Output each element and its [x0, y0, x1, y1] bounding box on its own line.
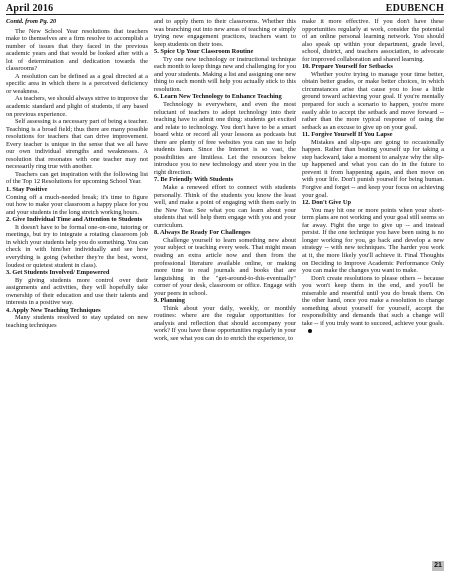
page-header — [6, 2, 444, 14]
paragraph: Coming off a much-needed break; it's time to figure out how to make your classroom a happy place for you and your students in the long stretch working hours. — [6, 193, 148, 216]
continued-note: Contd. from Pg. 20 — [6, 18, 57, 25]
section-heading: 11. Forgive Yourself If You Lapse — [302, 131, 393, 139]
paragraph-text: Don't create resolutions to please others -- because you won't keep them in the end, and you'll be miserable and resentful until you do break them. On the other hand, once you make a resolution to change something about yourself for yourself, accept the responsibility and demands that such a change will take -- if you truly want to succeed, achieve your goals. — [302, 274, 444, 327]
column-1 — [6, 18, 148, 560]
section-heading: 6. Learn New Technology to Enhance Teaching — [154, 93, 282, 101]
section-heading: 10. Prepare Yourself for Setbacks — [302, 63, 393, 71]
section-heading: 8. Always Be Ready For Challenges — [154, 229, 251, 237]
section-heading: 2. Give Individual Time and Attention to Students — [6, 216, 143, 224]
paragraph: Try one new technology or instructional technique each month to keep things new and challenging for you and your students. Making a list and assigning one new thing to each month will help you actually stick to this resolution. — [154, 55, 296, 93]
section-heading: 5. Spice Up Your Classroom Routine — [154, 48, 254, 56]
paragraph: Mistakes and slip-ups are going to occasionally happen. Rather than beating yourself up for taking a step backward, take a moment to analyze why the slip-up happened and what you can do in the future to prevent it from happening again, and then move on with your life. Don't punish yourself for being human. Forgive and forget -- and keep your focus on achieving your goal. — [302, 138, 444, 199]
paragraph: Teachers can get inspiration with the following list of the Top 12 Resolutions for upcoming School Year. — [6, 170, 148, 186]
publication-name: EDUBENCH — [385, 2, 444, 14]
section-heading: 12. Don't Give Up — [302, 199, 351, 207]
section-heading: 3. Get Students Involved/ Empowered — [6, 269, 110, 277]
paragraph: It doesn't have to be formal one-on-one, tutoring or meetings, but try to integrate a rotating classroom job in which your students help you do something. You can check in with him/her individually and see how everything is going (whether they're the best, worst, loudest or quietest student in class). — [6, 223, 148, 269]
section-heading: 1. Stay Positive — [6, 186, 48, 194]
paragraph: Think about your daily, weekly, or monthly routines: where are the regular opportunities for analysis and reflection that should accompany your work? If you have these opportunities regularly in your work, see what you can do to enrich the experience, to — [154, 304, 296, 342]
paragraph: and to apply them to their classrooms. Whether this was branching out into new areas of teaching or simply trying new engagement practices, teachers want to keep students on their toes. — [154, 18, 296, 48]
paragraph: You may hit one or more points when your short-term plans are not working and your goal still seems so far away. Fight the urge to give up -- and instead persist. If the one technique you have been using is no longer working for you, go back and develop a new strategy -- with new techniques. The harder you work at it, the more likely you'll achieve it. Final Thoughts on Deciding to Improve Academic Performance Only you can make the changes you want to make. — [302, 206, 444, 275]
paragraph: Challenge yourself to learn something new about your subject or teaching every week. That might mean reading an extra article now and then from the professional literature available online, or making more time to read journals and books that are languishing in the "get-around-to-this-eventually" corner of your desk, classroom or office. Engage with your peers in school. — [154, 236, 296, 297]
section-heading: 4. Apply New Teaching Techniques — [6, 306, 101, 314]
page-number: 21 — [432, 561, 444, 571]
issue-date: April 2016 — [6, 2, 54, 14]
section-heading: 9. Planning — [154, 297, 185, 305]
header-rule — [6, 14, 444, 15]
paragraph: A resolution can be defined as a goal directed at a specific area in which there is a perceived deficiency or weakness. — [6, 72, 148, 95]
paragraph: Whether you're trying to manage your time better, obtain better grades, or make better choices, in which circumstances arise that cause you to lose a little ground toward achieving your goal. If you're mentally prepared for such a scenario to happen, you're more easily able to accept the setback and move forward -- rather than the more typical response of using the setback as an excuse to give up on your goal. — [302, 70, 444, 131]
end-mark-icon — [308, 329, 312, 333]
paragraph: Many students resolved to stay updated on new teaching techniques — [6, 314, 148, 329]
paragraph: Technology is everywhere, and even the most reluctant of teachers to adopt technology into their teaching have to admit one thing: students get excited and relate to technology. You don't have to be a smart board whiz or record all your lessons as podcasts but there are plenty of free websites you can use to help students learn. Since the Internet is so vast, the possibilities are limitless. Let the resources below introduce you to new technology and steer you in the right direction. — [154, 101, 296, 176]
paragraph — [302, 275, 444, 335]
paragraph: make it more effective. If you don't have these opportunities regularly at work, consider the potential of an online personal learning network. You should also speak up within your department, grade level, school, district, and teachers association, to advocate for improved collaboration and shared learning. — [302, 18, 444, 63]
section-heading: 7. Be Friendly With Students — [154, 176, 234, 184]
paragraph: The New School Year resolutions that teachers make to themselves are a firm resolve to accomplish a number of issues that they faced in the previous academic years and that would be looked after with a lot of determination and dedication towards the classrooms? — [6, 27, 148, 73]
column-3 — [302, 18, 444, 560]
paragraph: By giving students more control over their assignments and activities, they will hopefully take ownership of their education and use their talents and interests in a positive way. — [6, 276, 148, 307]
paragraph: Self assessing is a necessary part of being a teacher. Teaching is a broad field; thus there are many possible resolutions for teachers that can drive improvement. Every teacher is unique in the sense that we all have our own individual strengths and weaknesses. A resolution that resonates with one teacher may not necessarily ring true with another. — [6, 118, 148, 171]
paragraph: Make a renewed effort to connect with students personally. Think of the students you know the least well, and make a point of engaging with them early in the New Year. See what you can learn about your students that will help them engage with you and your curriculum. — [154, 184, 296, 229]
article-body — [6, 18, 444, 560]
paragraph: As teachers, we should always strive to improve the academic standard and plight of students, if any based on previous experience. — [6, 95, 148, 118]
column-2 — [154, 18, 296, 560]
